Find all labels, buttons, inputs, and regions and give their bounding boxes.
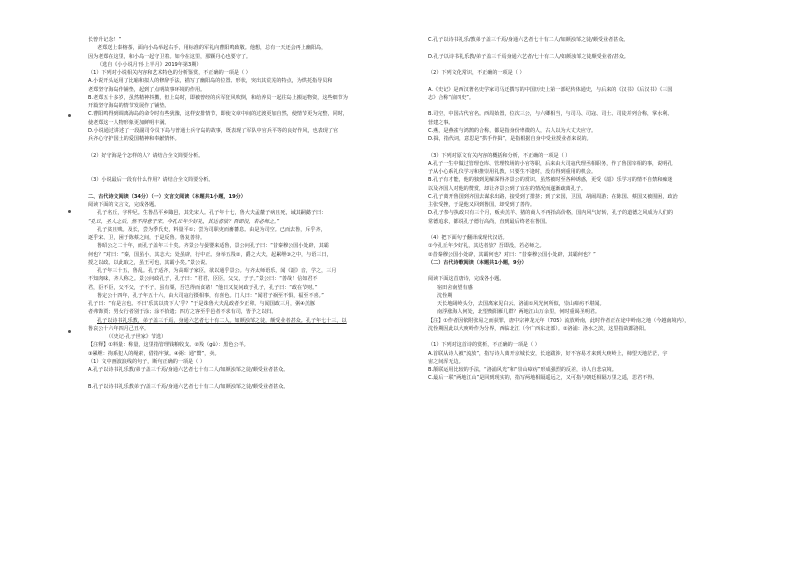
- passage-source: （《史记·孔子世家》节选）: [106, 334, 167, 340]
- question-stem: （2）好守海是个怎样的人？请结合全文简要分析。: [88, 152, 204, 159]
- question-stem: （3）小说最后一段有什么作用？请结合全文简要分析。: [88, 177, 214, 184]
- story-line: 老郑送上泰榕茶，面向小岛举起右手，用标准的军礼向曹阳鸣致敬。他想，总有一天还会再上幽阳岛，: [97, 45, 327, 52]
- option-a: A.小说开头运用了比喻和拟人的修辞手法，描写了幽阳岛的位置、形状，突出其荒芜的特点，为烘托指导员和: [88, 78, 333, 85]
- option-c: C.最后一联“两地江山”是回到现实的，指写两地相隔遥远之，又可指与朝廷相隔万里之遥，思君不得。: [428, 375, 658, 382]
- option-a-cont: 志》合称“前四史”。: [428, 94, 475, 101]
- poem-line: 天长地阔岭头分，去国离家见白云。洛浦①风光何所似，崇山瘴疠不堪闻。: [437, 301, 605, 307]
- passage-line: 孔子曰：“有是言也。不曰‘乐其以贵下人’乎？”于是诛鲁大夫乱政者少正卯。与闻国政三月，粥④羔豚: [88, 301, 316, 307]
- option-a: A.孔子一生中做过管理仓库、管理牧场的小官等职，后来由大司寇代理丞相职务，作了鲁国宰相的事，说明孔: [428, 160, 673, 167]
- story-source: （选自《小小说月刊·上半月》2019年第3期）: [97, 61, 202, 68]
- margin-dot: [68, 330, 71, 333]
- passage-line: 者弗饰贾；男女行者别于涂；涂不拾遗；四方之客至乎邑者不求有司，皆予之以归。: [88, 309, 277, 316]
- poem-title: 宿田舍南望有感: [437, 284, 473, 291]
- story-line: 长曾升记念！”: [88, 37, 122, 43]
- option-c: C.燕，是燕雀与鸿鹄的合称，都是指身份卑微的人，古人以为大丈夫应守。: [428, 127, 597, 134]
- option-a-cont: 宙之间浑无边。: [428, 358, 464, 365]
- option-c: C.孔子离开鲁国到齐国去谋求出路，接受到了排挤；到了宋国，卫国，胡闹周游；在陈国、蔡国又被围困，政治: [428, 193, 678, 200]
- question-stem: （1）文中画波浪线的句子，断句正确的一项是（ ）: [88, 358, 205, 365]
- poem-intro: 阅读下面这首唐诗，完成各小题。: [428, 276, 505, 283]
- option-b-cont: 以及齐国人对他的赞赏，却让齐景公到了宜在的情况而遂渐疏离孔子。: [428, 185, 586, 192]
- option-a: A.《史记》是西汉著名史学家司马迁撰写的中国历史上第一部纪传体通史，与后来的《汉书》《后汉书》《三国: [428, 86, 673, 93]
- annotation: ③累绁：拘系犯人的绳索，借指牢狱。④粥：通“鬻”，卖。: [88, 350, 220, 357]
- option-a-cont: 老郑坚守海岛作铺垫，起到了点明故事环境的作用。: [88, 86, 206, 93]
- passage-line: 孔子名丘，字仲尼。生鲁昌平乡陬邑，其先宋人。孔子年十七，鲁大夫孟釐子病且死，诫其嗣懿子曰：: [97, 210, 327, 217]
- question-stem: （2）下列文化常识，不正确的一项是（ ）: [428, 70, 525, 76]
- story-line: 因为老郑在这里，和小岛一起守卫着。如今在这里，那颗丹心也要守了。: [88, 53, 252, 60]
- passage-line: 不知肉味，齐人称之。景公问政孔子，孔子曰：“君君，臣臣，父父，子子。”景公曰：“善哉！信如君不: [88, 276, 318, 283]
- option-c: C.曹阳鸣得到调离海岛的命令时有些犹豫，这样安排情节，即使文章中间的过渡更加自然，使情节更为完整，同时，: [88, 111, 348, 118]
- passage-line: 逐乎宋、卫，困于陈蔡之间，于是反鲁。鲁复善待。: [88, 235, 206, 241]
- left-column: [88, 36, 410, 391]
- option-c: C.孔子以诗书礼乐/教弟子盖三千焉/身通六艺者七十有二人/如颜浊邹之徒/颇受业者甚众。: [428, 37, 629, 43]
- passage-intro: 阅读下面的文言文，完成各题。: [88, 202, 160, 208]
- option-b-cont: 营建之事。: [428, 119, 454, 126]
- question-stem: （4）把下面句子翻译成现代汉语。: [428, 235, 508, 241]
- passage-line: 何也？”对曰：“秦，国虽小，其志大；处虽辟，行中正。身举五羖②，爵之大夫，起累绁③之中，与语三日，: [88, 251, 332, 258]
- margin-dot: [68, 210, 71, 213]
- passage-line: “孔丘，圣人之后，然不得意于宋。今孔丘年少好礼，其达者欤？吾即没，若必师之。”: [88, 218, 280, 225]
- poem-author: 沈佺期: [437, 292, 453, 299]
- passage-line: 鲁哀公十六年四月己丑卒。: [88, 325, 150, 332]
- option-d: D.小说通过讲述了一段副司令员下岛与普通士兵守岛的故事，既表现了军队中官兵平等的良好作风，也表现了官: [88, 127, 339, 134]
- translate-item: ①今孔丘年少好礼，其达者欤？吾即没，若必师之。: [428, 243, 545, 250]
- option-d: D.孔子参与执政只有三个月，贩卖羔羊、猪的商人不再抬高价格，国内风气好转，孔子的道德之风成为人们的: [428, 210, 673, 217]
- passage-line: 孔子贫且贱。及长，尝为季氏史，料量平①；尝为司职吏而畜蕃息。由是为司空。已而去鲁，斥乎齐，: [97, 226, 326, 233]
- option-d-cont: 兵齐心守护国土的爱国精神和奉献情怀。: [88, 136, 180, 142]
- option-b: B.老郑五十多岁，虽然精神抖擞，但上岛时，即被曾经的兵军狂风吹倒，和给养员一起往岛上搬运物资，这些细节为: [88, 94, 348, 101]
- option-b: B.孔子有才能，他的独到见解深得齐景公的赏识，虽然被时至各种诱惑，更受《韶》乐学习的情不自禁和痴迷: [428, 177, 673, 184]
- option-d-cont: 常德追求，都说孔子德行高尚，直到最后终老在鲁国。: [428, 218, 551, 225]
- section-title: （二）古代诗歌阅读（本题共1小题，9分）: [428, 259, 527, 266]
- option-c-cont: 主张受挫，于是他又回到鲁国，却受到了善待。: [428, 202, 535, 208]
- margin-dot: [68, 114, 71, 117]
- poem-line: 南浮涨海人何处，北望衡阳雁几群？两地江山万余里，何时重谒圣明君。: [437, 309, 601, 316]
- poem-note: 沈佺期因此以大庾岭作为分界，西临北江（今广西东北部）。②洛浦：洛水之滨，这里指故都洛阳。: [428, 325, 650, 332]
- passage-line: 鲁定公十四年，孔子年五十六，由大司寇行摄相事，有喜色。门人曰：“闻君子祸至不惧，福至不喜。”: [97, 292, 324, 299]
- question-stem: （1）下列对这首诗的赏析，不正确的一项是（ ）: [428, 342, 540, 349]
- passage-line: 孔子年三十五，鲁乱。孔子适齐，为高昭子家臣，欲以通乎景公。与齐太师语乐，闻《韶》音，学之，三月: [97, 268, 337, 274]
- poem-note: 【注】①作者因依附张易之而获罪，唐中宗神龙元年（705）流放岭南，此时作者正在途中岭南之地（今越南境内），: [428, 317, 690, 324]
- question-stem: （1）下列对小说相关内容和艺术特色的分析鉴赏，不正确的一项是（ ）: [88, 70, 251, 76]
- option-b: B.颔联运用比较的手法，“洛浦风光”和“崇山瘴疠”形成强烈的反差，诗人自悲哀境。: [428, 367, 617, 373]
- annotation: 【注释】①料量：称量，这里指管理钱粮收支。②羖（gǔ）：黑色公羊。: [88, 342, 249, 349]
- passage-line: 君，臣不臣，父不父，子不子，虽有粟，吾岂得而食诸！”他日又复问政于孔子，孔子曰：“政在节财。”: [88, 284, 318, 291]
- option-b-cont: 开篇坚守海岛的情节发展作了铺垫。: [88, 103, 170, 109]
- option-a-cont: 子从小心系礼仪学习和推崇用礼教，只要生不逢时，没有得到重用的机会。: [428, 169, 597, 175]
- option-d: D.孔子以诗书礼乐教/弟子盖三千焉身通六艺者/七十有二人/如颜浊邹之徒颇受业者/甚众。: [428, 53, 629, 60]
- question-stem: （3）下列对原文有关内容的概括和分析，不正确的一项是（ ）: [428, 152, 571, 159]
- option-b: B.孔子以诗书礼乐教弟子/盖三千焉/身通六艺者七十有二人/如颜浊邹之徒/颇受业者甚众。: [88, 383, 289, 390]
- option-a: A.首联从诗人被“流放”，指写诗人离开京城长安，长途跋涉，好不容易才来到大庾岭上，柿望天地茫茫，宇: [428, 350, 668, 357]
- translate-item: ②昔秦穆公国小处辟，其霸何也？对曰：“昔秦穆公国小处辟，其霸何也？”: [428, 251, 596, 258]
- option-c-cont: 使老郑这一人物形象更加鲜明丰满。: [88, 119, 170, 126]
- passage-line: 鲁昭公之二十年，而孔子盖年三十矣。齐景公与晏婴来适鲁，景公问孔子曰：“昔秦穆公国小处辟，其霸: [97, 243, 329, 250]
- option-a: A.孔子以诗书礼乐教/弟子盖三千焉/身通六艺者七十有二人/如颜浊邹之徒/颇受业者甚众。: [88, 367, 289, 373]
- option-d: D.揖，指代词，意思是“拱手作揖”，是指根据自身中受业授业者来说的。: [428, 136, 592, 142]
- right-column: [428, 36, 762, 383]
- passage-line: 授之以政。以此取之，虽王可也，其霸小矣。”景公说。: [88, 259, 211, 266]
- passage-line-wavy: 孔子以诗书礼乐教，弟子盖三千焉，身通六艺者七十有二人。如颜浊邹之徒，颇受业者甚众。孔子年七十三，以: [97, 317, 347, 324]
- section-title: 二、古代诗文阅读（34分）（一）文言文阅读（本题共1小题，19分）: [88, 193, 246, 200]
- option-b: B.司空，中国古代官名。西周始置，位次三公，与六卿相当，与司马、司寇、司士、司徒并列合称，掌水利、: [428, 111, 673, 118]
